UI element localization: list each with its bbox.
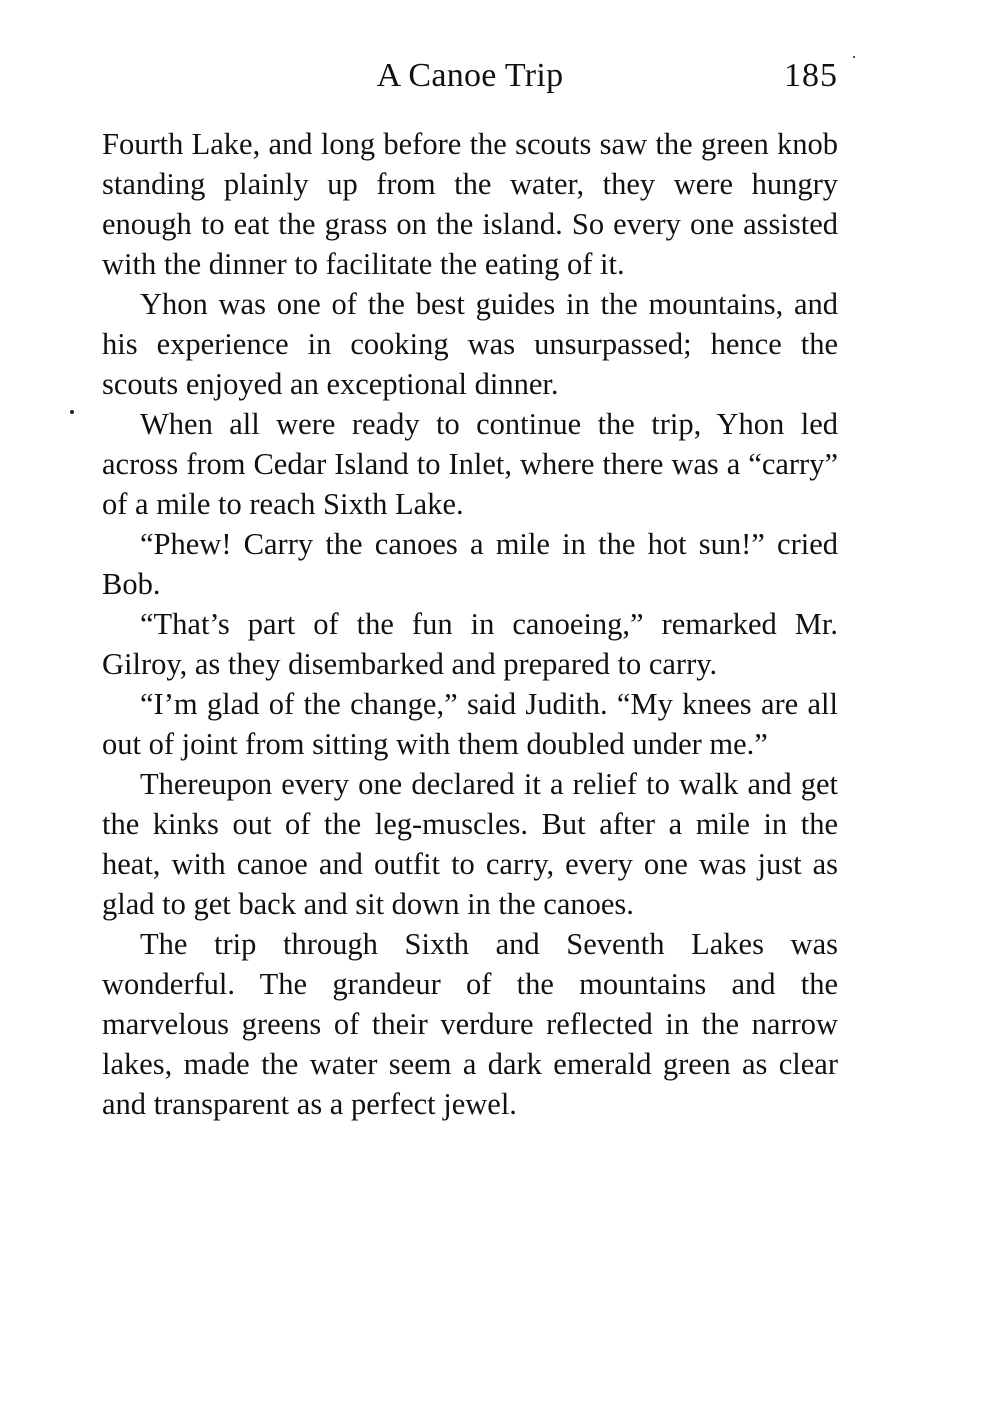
body-text (102, 124, 838, 1124)
running-head (102, 52, 838, 100)
paragraph: When all were ready to continue the trip, Yhon led across from Cedar Island to Inlet, where there was a “carry” of a mile to reach Sixth Lake. (102, 407, 838, 521)
paragraph-continuation: Fourth Lake, and long before the scouts saw the green knob standing plainly up from the water, they were hungry enough to eat the grass on the island. So every one assisted with the dinner to facilitate the eating of it. (102, 127, 838, 281)
chapter-title: A Canoe Trip (376, 57, 564, 94)
page-number: 185 (784, 57, 838, 94)
print-speck (853, 56, 855, 58)
print-speck (70, 410, 74, 414)
paragraph: “Phew! Carry the canoes a mile in the hot sun!” cried Bob. (102, 527, 838, 601)
paragraph: “That’s part of the fun in canoeing,” remarked Mr. Gilroy, as they disembarked and prepared to carry. (102, 607, 838, 681)
paragraph: “I’m glad of the change,” said Judith. “My knees are all out of joint from sitting with them doubled under me.” (102, 687, 838, 761)
paragraph: Thereupon every one declared it a relief to walk and get the kinks out of the leg-muscles. But after a mile in the heat, with canoe and outfit to carry, every one was just as glad to get back and sit down in the canoes. (102, 767, 838, 921)
paragraph: Yhon was one of the best guides in the mountains, and his experience in cooking was unsurpassed; hence the scouts enjoyed an exceptional dinner. (102, 287, 838, 401)
paragraph: The trip through Sixth and Seventh Lakes was wonderful. The grandeur of the mountains and the marvelous greens of their verdure reflected in the narrow lakes, made the water seem a dark emerald green as clear and transparent as a perfect jewel. (102, 927, 838, 1121)
